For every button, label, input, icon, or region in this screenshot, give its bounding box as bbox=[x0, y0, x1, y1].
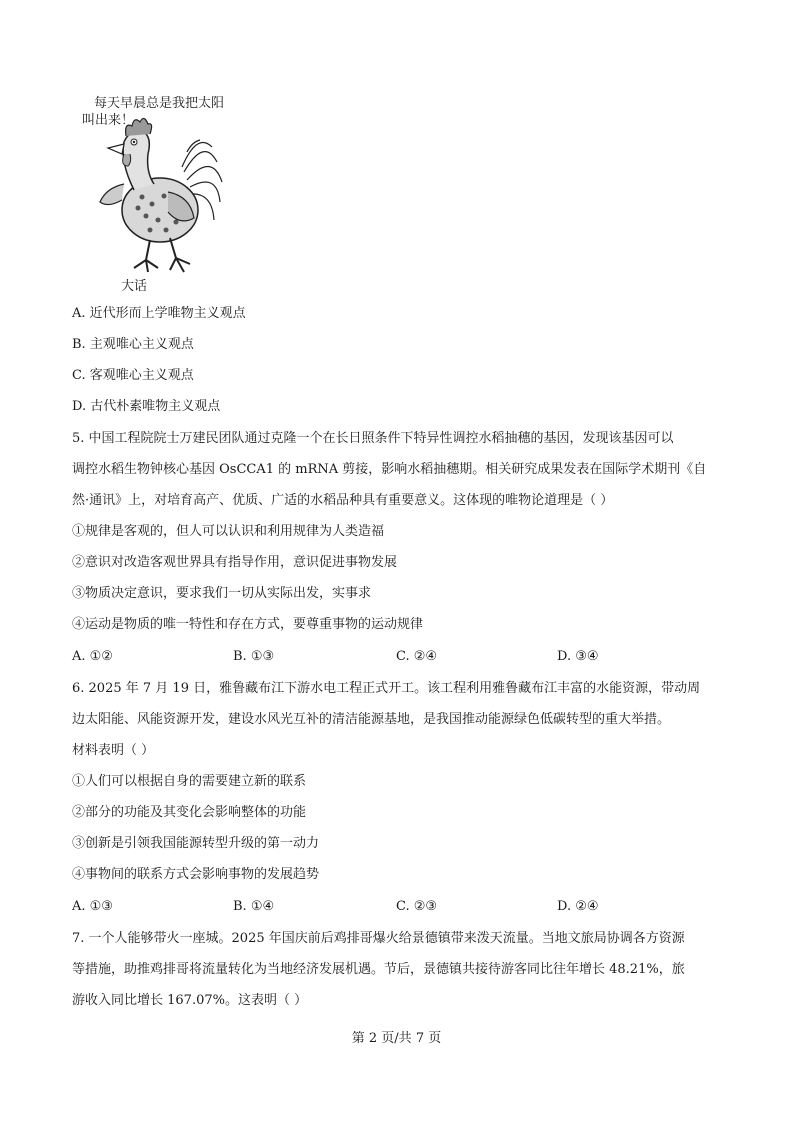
q7-stem-line-1: 7. 一个人能够带火一座城。2025 年国庆前后鸡排哥爆火给景德镇带来泼天流量。当地文旅局协调各方资源 bbox=[72, 931, 685, 946]
q6-option-c: C. ②③ bbox=[396, 899, 438, 914]
q4-option-a: A. 近代形而上学唯物主义观点 bbox=[72, 306, 246, 321]
q6-statement-4: ④事物间的联系方式会影响事物的发展趋势 bbox=[72, 867, 320, 882]
q5-stem-line-3: 然·通讯》上，对培育高产、优质、广适的水稻品种具有重要意义。这体现的唯物论道理是（ ） bbox=[72, 493, 614, 508]
q5-stem-line-2: 调控水稻生物钟核心基因 OsCCA1 的 mRNA 剪接，影响水稻抽穗期。相关研究成果发表在国际学术期刊《自 bbox=[72, 462, 707, 477]
q5-statement-1: ①规律是客观的，但人可以认识和利用规律为人类造福 bbox=[72, 524, 385, 539]
page-number: 第 2 页/共 7 页 bbox=[351, 1031, 442, 1046]
q6-statement-1: ①人们可以根据自身的需要建立新的联系 bbox=[72, 774, 307, 789]
q5-option-b: B. ①③ bbox=[233, 649, 275, 664]
q5-statement-2: ②意识对改造客观世界具有指导作用，意识促进事物发展 bbox=[72, 555, 398, 570]
q6-option-a: A. ①③ bbox=[72, 899, 113, 914]
q7-stem-line-2: 等措施，助推鸡排哥将流量转化为当地经济发展机遇。节后，景德镇共接待游客同比往年增长 48.21%，旅 bbox=[72, 962, 685, 977]
q6-statement-3: ③创新是引领我国能源转型升级的第一动力 bbox=[72, 836, 320, 851]
q6-option-d: D. ②④ bbox=[557, 899, 599, 914]
q5-option-a: A. ①② bbox=[72, 649, 113, 664]
q6-stem-line-2: 边太阳能、风能资源开发，建设水风光互补的清洁能源基地，是我国推动能源绿色低碳转型的重大举措。 bbox=[72, 712, 671, 727]
q6-stem-line-3: 材料表明（ ） bbox=[72, 743, 155, 758]
q5-stem-line-1: 5. 中国工程院院士万建民团队通过克隆一个在长日照条件下特异性调控水稻抽穗的基因，发现该基因可以 bbox=[72, 431, 674, 446]
q4-option-b: B. 主观唯心主义观点 bbox=[72, 337, 194, 352]
q6-option-b: B. ①④ bbox=[233, 899, 275, 914]
q6-stem-line-1: 6. 2025 年 7 月 19 日，雅鲁藏布江下游水电工程正式开工。该工程利用雅鲁藏布江丰富的水能资源，带动周 bbox=[72, 681, 701, 696]
cartoon-caption-line-1: 每天早晨总是我把太阳 bbox=[94, 96, 225, 111]
q4-option-d: D. 古代朴素唯物主义观点 bbox=[72, 399, 221, 414]
q5-statement-4: ④运动是物质的唯一特性和存在方式，要尊重事物的运动规律 bbox=[72, 617, 424, 632]
q7-stem-line-3: 游收入同比增长 167.07%。这表明（ ） bbox=[72, 993, 308, 1008]
q5-option-d: D. ③④ bbox=[557, 649, 599, 664]
q5-statement-3: ③物质决定意识，要求我们一切从实际出发，实事求 bbox=[72, 586, 372, 601]
q6-statement-2: ②部分的功能及其变化会影响整体的功能 bbox=[72, 805, 307, 820]
q4-option-c: C. 客观唯心主义观点 bbox=[72, 368, 194, 383]
cartoon-title: 大话 bbox=[121, 279, 148, 294]
cartoon-caption-line-2: 叫出来！ bbox=[82, 113, 135, 128]
q5-option-c: C. ②④ bbox=[396, 649, 438, 664]
